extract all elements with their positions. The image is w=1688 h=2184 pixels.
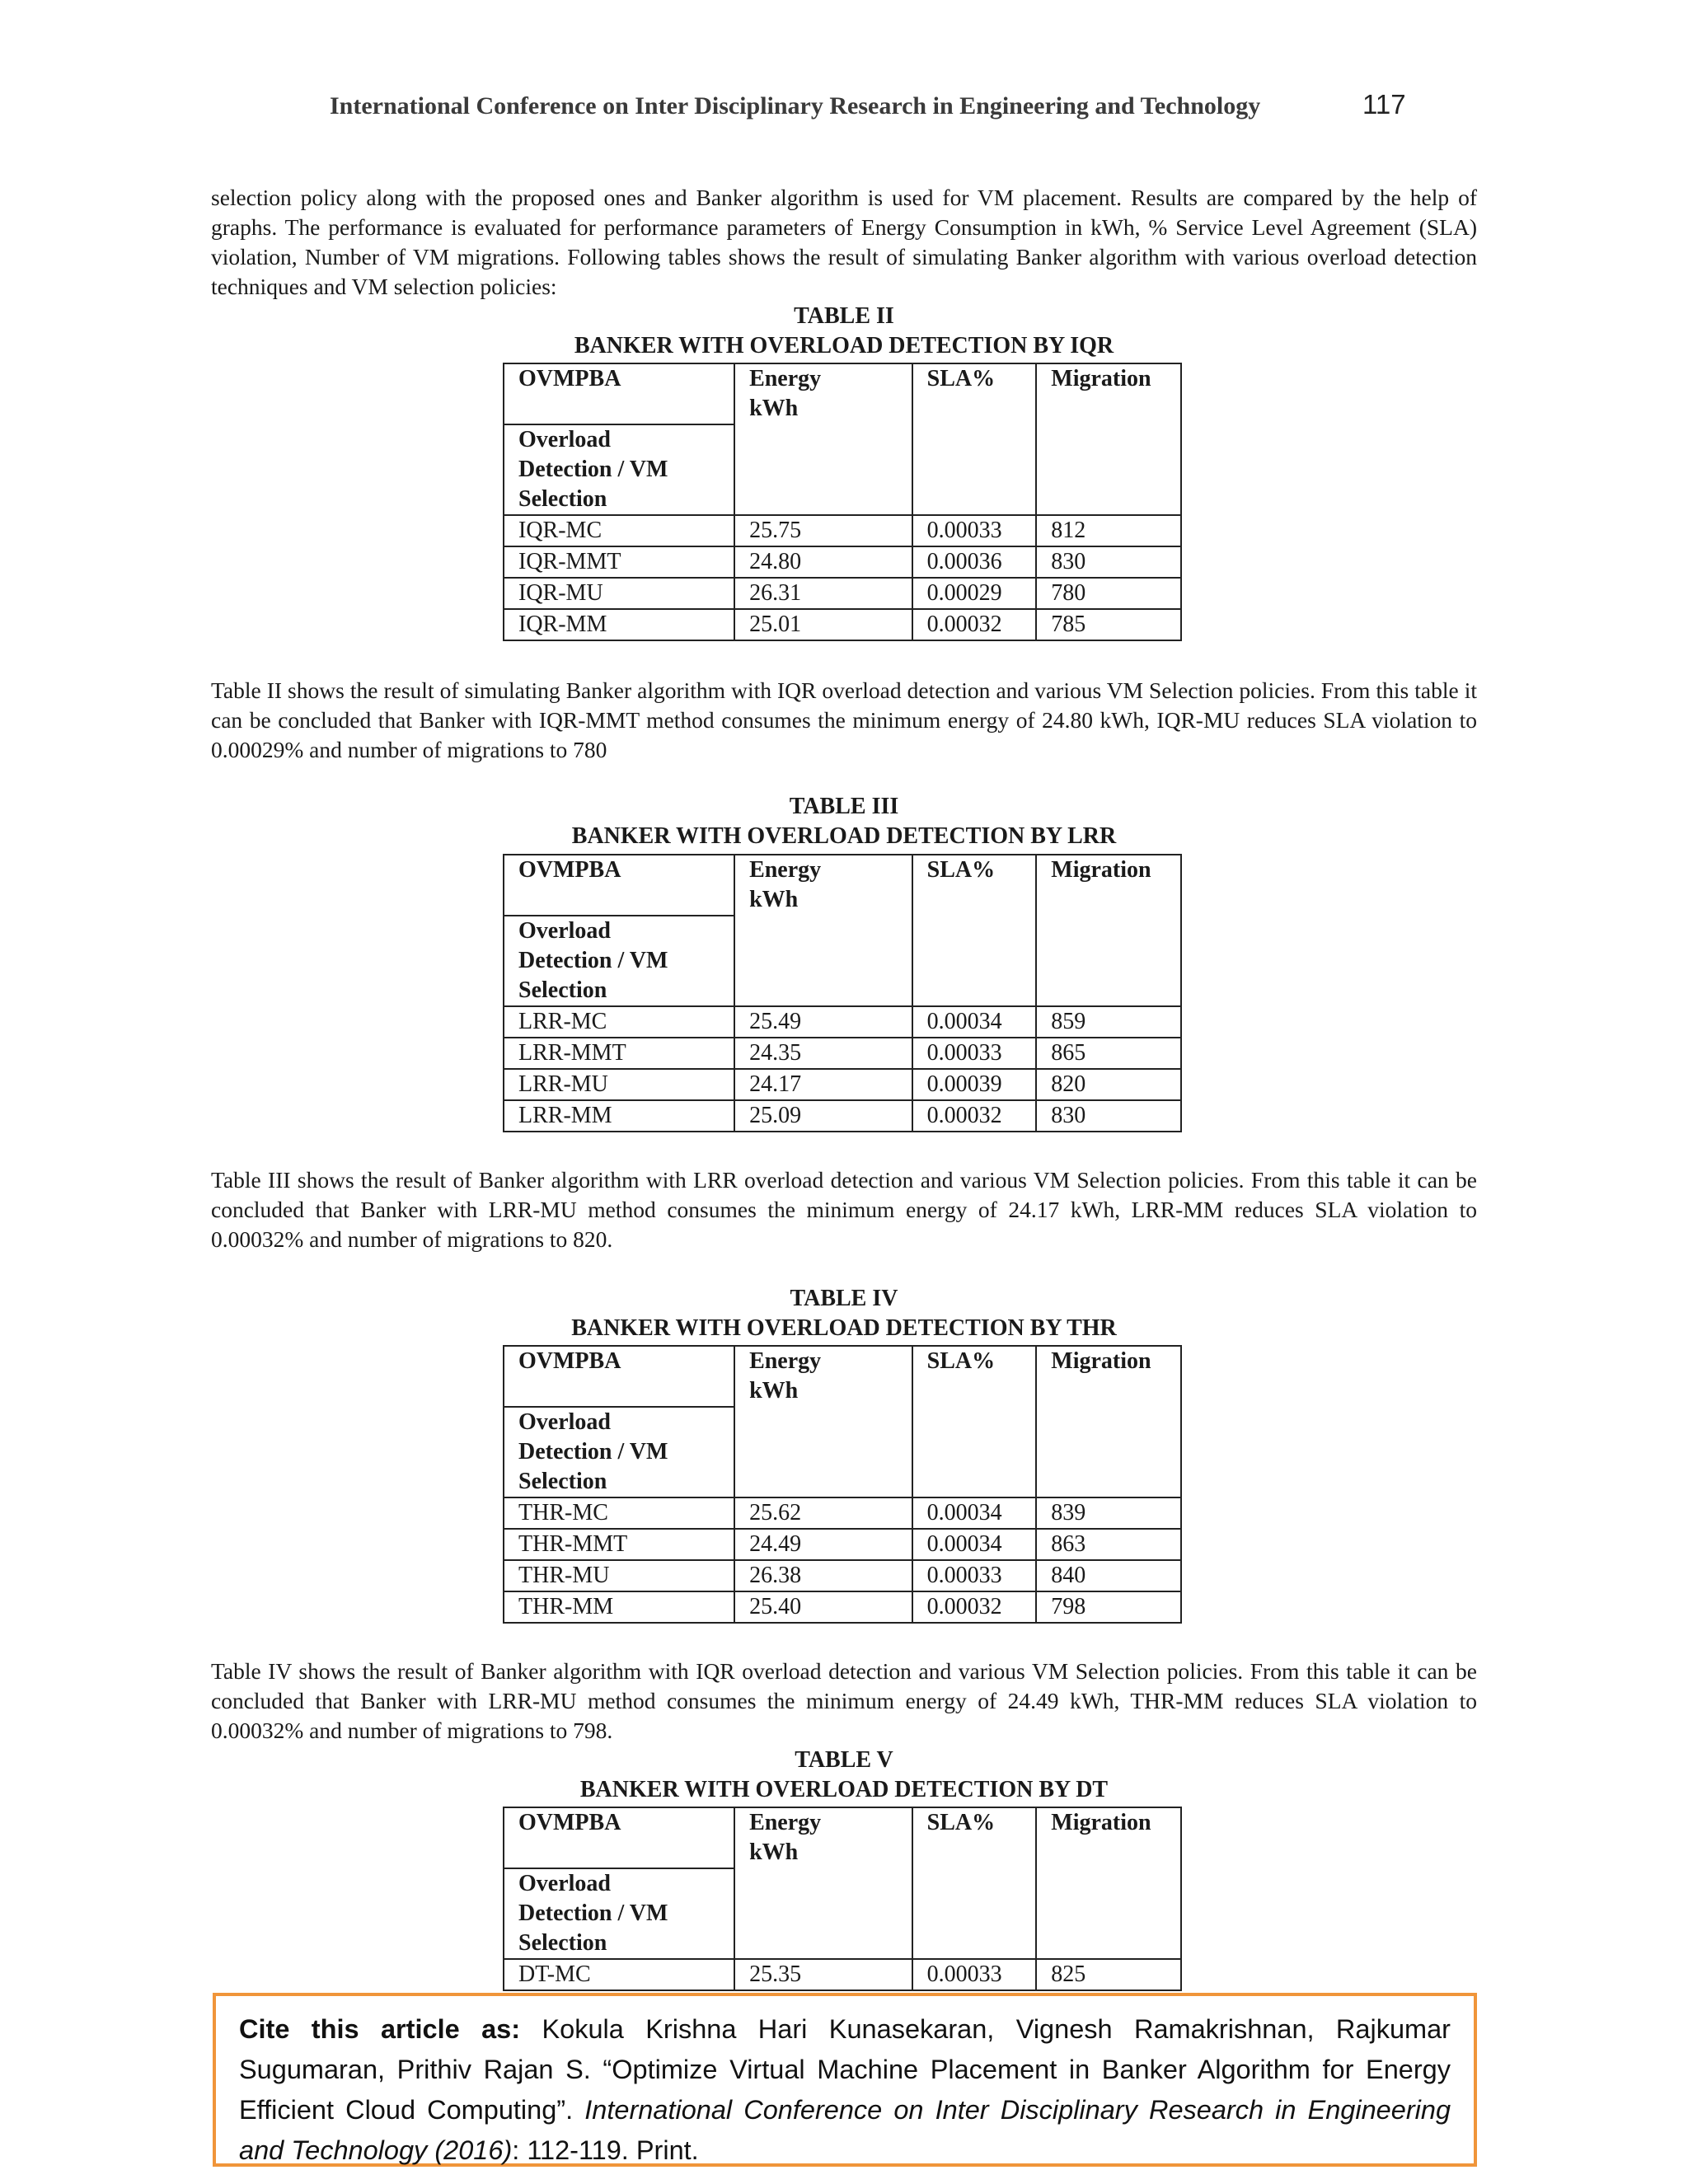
cell-sla: 0.00033 [912, 1560, 1037, 1591]
cell-energy: 25.62 [734, 1497, 912, 1529]
table-row [504, 1100, 1181, 1132]
cell-method: THR-MM [504, 1591, 734, 1623]
cell-method: IQR-MC [504, 515, 734, 546]
ovmpba-header: OVMPBA [504, 363, 734, 424]
cell-migration: 830 [1036, 1100, 1181, 1132]
citation-box [213, 1993, 1477, 2167]
citation-label: Cite this article as: [239, 2014, 521, 2044]
migration-header: Migration [1036, 1346, 1181, 1497]
page-number: 117 [1362, 89, 1406, 120]
cell-migration: 798 [1036, 1591, 1181, 1623]
table-row [504, 609, 1181, 640]
table-iii [503, 854, 1182, 1132]
cell-migration: 825 [1036, 1959, 1181, 1990]
table-row [504, 1591, 1181, 1623]
table-iii-caption [211, 792, 1477, 851]
ovmpba-header: OVMPBA [504, 1807, 734, 1868]
row-header: Overload Detection / VM Selection [504, 1407, 734, 1497]
conference-title: International Conference on Inter Disciplinary Research in Engineering and Technology [330, 92, 1261, 120]
table-iv-description: Table IV shows the result of Banker algorithm with IQR overload detection and various VM Selection policies. From this table it can be concluded that Banker with LRR-MU method consumes the minimum energy of 24.49 kWh, THR-MM reduces SLA violation to 0.00032% and number of migrations to 798. [211, 1658, 1477, 1743]
cell-migration: 839 [1036, 1497, 1181, 1529]
row-header: Overload Detection / VM Selection [504, 1868, 734, 1959]
cell-energy: 24.80 [734, 546, 912, 578]
cell-method: IQR-MM [504, 609, 734, 640]
cell-sla: 0.00033 [912, 1959, 1037, 1990]
cell-energy: 25.09 [734, 1100, 912, 1132]
table-row [504, 1069, 1181, 1100]
table-number: TABLE V [795, 1747, 893, 1773]
cell-sla: 0.00034 [912, 1497, 1037, 1529]
cell-sla: 0.00032 [912, 1591, 1037, 1623]
cell-method: LRR-MU [504, 1069, 734, 1100]
table-title: BANKER WITH OVERLOAD DETECTION BY IQR [574, 333, 1114, 359]
table-row [504, 1959, 1181, 1990]
table-row [504, 1006, 1181, 1038]
cell-method: LRR-MC [504, 1006, 734, 1038]
energy-header: Energy kWh [734, 363, 912, 515]
cell-energy: 25.40 [734, 1591, 912, 1623]
table-row [504, 1529, 1181, 1560]
cell-migration: 863 [1036, 1529, 1181, 1560]
cell-sla: 0.00032 [912, 1100, 1037, 1132]
citation-venue: International Conference on Inter Disciplinary Research in Engineering and Technology (2016) [239, 2095, 1451, 2165]
cell-migration: 830 [1036, 546, 1181, 578]
cell-method: THR-MMT [504, 1529, 734, 1560]
sla-header: SLA% [912, 1807, 1037, 1959]
cell-energy: 25.01 [734, 609, 912, 640]
cell-method: LRR-MMT [504, 1038, 734, 1069]
cell-sla: 0.00039 [912, 1069, 1037, 1100]
intro-paragraph: selection policy along with the proposed ones and Banker algorithm is used for VM placement. Results are compared by the help of graphs. The performance is evaluated for performance parameters of Energy Consumption in kWh, % Service Level Agreement (SLA) violation, Number of VM migrations. Following tables shows the result of simulating Banker algorithm with various overload detection techniques and VM selection policies: [211, 185, 1477, 299]
table-row [504, 515, 1181, 546]
table-row [504, 1038, 1181, 1069]
cell-migration: 780 [1036, 578, 1181, 609]
cell-energy: 24.17 [734, 1069, 912, 1100]
table-row [504, 1560, 1181, 1591]
table-row [504, 578, 1181, 609]
cell-sla: 0.00034 [912, 1529, 1037, 1560]
cell-energy: 25.75 [734, 515, 912, 546]
cell-sla: 0.00034 [912, 1006, 1037, 1038]
cell-energy: 26.31 [734, 578, 912, 609]
row-header: Overload Detection / VM Selection [504, 424, 734, 515]
table-title: BANKER WITH OVERLOAD DETECTION BY THR [571, 1315, 1117, 1341]
cell-energy: 26.38 [734, 1560, 912, 1591]
migration-header: Migration [1036, 363, 1181, 515]
table-row [504, 546, 1181, 578]
migration-header: Migration [1036, 1807, 1181, 1959]
cell-method: IQR-MMT [504, 546, 734, 578]
table-ii-description: Table II shows the result of simulating Banker algorithm with IQR overload detection and various VM Selection policies. From this table it can be concluded that Banker with IQR-MMT method consumes the minimum energy of 24.80 kWh, IQR-MU reduces SLA violation to 0.00029% and number of migrations to 780 [211, 677, 1477, 762]
cell-sla: 0.00029 [912, 578, 1037, 609]
cell-migration: 812 [1036, 515, 1181, 546]
row-header: Overload Detection / VM Selection [504, 916, 734, 1006]
cell-migration: 785 [1036, 609, 1181, 640]
cell-energy: 25.49 [734, 1006, 912, 1038]
table-number: TABLE III [789, 794, 899, 819]
table-iv-caption [211, 1284, 1477, 1343]
cell-sla: 0.00033 [912, 515, 1037, 546]
table-row [504, 1497, 1181, 1529]
cell-migration: 840 [1036, 1560, 1181, 1591]
sla-header: SLA% [912, 1346, 1037, 1497]
ovmpba-header: OVMPBA [504, 1346, 734, 1407]
table-v-caption [211, 1746, 1477, 1805]
table-title: BANKER WITH OVERLOAD DETECTION BY LRR [571, 823, 1117, 849]
table-number: TABLE IV [790, 1286, 898, 1311]
energy-header: Energy kWh [734, 1807, 912, 1959]
cell-method: DT-MC [504, 1959, 734, 1990]
cell-method: IQR-MU [504, 578, 734, 609]
cell-method: LRR-MM [504, 1100, 734, 1132]
cell-sla: 0.00036 [912, 546, 1037, 578]
sla-header: SLA% [912, 363, 1037, 515]
table-number: TABLE II [794, 303, 894, 329]
migration-header: Migration [1036, 855, 1181, 1006]
cell-energy: 24.49 [734, 1529, 912, 1560]
table-iii-description: Table III shows the result of Banker algorithm with LRR overload detection and various VM Selection policies. From this table it can be concluded that Banker with LRR-MU method consumes the minimum energy of 24.17 kWh, LRR-MM reduces SLA violation to 0.00032% and number of migrations to 820. [211, 1167, 1477, 1252]
citation-authors-title: Kokula Krishna Hari Kunasekaran, Vignesh Ramakrishnan, Rajkumar Sugumaran, Prithiv Rajan S. “Optimize Virtual Machine Placement in Banker Algorithm for Energy Efficient Cloud Computing”. [239, 2014, 1451, 2125]
sla-header: SLA% [912, 855, 1037, 1006]
citation-pages: : 112-119. Print. [512, 2135, 699, 2165]
cell-method: THR-MC [504, 1497, 734, 1529]
table-v [503, 1807, 1182, 1991]
cell-energy: 25.35 [734, 1959, 912, 1990]
cell-sla: 0.00032 [912, 609, 1037, 640]
ovmpba-header: OVMPBA [504, 855, 734, 916]
energy-header: Energy kWh [734, 855, 912, 1006]
cell-method: THR-MU [504, 1560, 734, 1591]
cell-migration: 859 [1036, 1006, 1181, 1038]
cell-energy: 24.35 [734, 1038, 912, 1069]
table-iv [503, 1345, 1182, 1624]
cell-migration: 865 [1036, 1038, 1181, 1069]
energy-header: Energy kWh [734, 1346, 912, 1497]
cell-sla: 0.00033 [912, 1038, 1037, 1069]
cell-migration: 820 [1036, 1069, 1181, 1100]
table-ii-caption [211, 302, 1477, 361]
table-title: BANKER WITH OVERLOAD DETECTION BY DT [579, 1777, 1109, 1802]
table-ii [503, 363, 1182, 641]
